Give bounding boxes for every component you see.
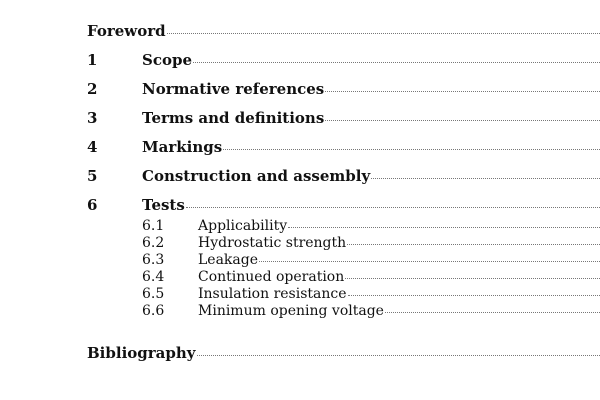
- dot-leader: [347, 244, 600, 245]
- dot-leader: [167, 33, 600, 34]
- toc-entry-title: Scope: [142, 51, 193, 69]
- toc-entry-number: 3: [87, 109, 98, 127]
- toc-subentry-leakage[interactable]: [87, 252, 600, 268]
- toc-subentry-number: 6.5: [142, 286, 165, 302]
- toc-entry-number: 6: [87, 196, 98, 214]
- toc-entry-tests[interactable]: [87, 196, 600, 214]
- dot-leader: [345, 278, 600, 279]
- toc-entry-title: Markings: [142, 138, 223, 156]
- toc-subentry-title: Hydrostatic strength: [198, 235, 347, 251]
- dot-leader: [325, 91, 600, 92]
- toc-entry-bibliography[interactable]: [87, 344, 600, 362]
- toc-subentry-number: 6.3: [142, 252, 165, 268]
- toc-subentry-number: 6.4: [142, 269, 165, 285]
- dot-leader: [223, 149, 600, 150]
- toc-entry-markings[interactable]: [87, 138, 600, 156]
- toc-entry-title: Construction and assembly: [142, 167, 371, 185]
- dot-leader: [186, 207, 600, 208]
- toc-subentry-minimum-opening-voltage[interactable]: [87, 303, 600, 319]
- dot-leader: [385, 312, 600, 313]
- dot-leader: [348, 295, 600, 296]
- toc-subentry-applicability[interactable]: [87, 218, 600, 234]
- toc-entry-construction-and-assembly[interactable]: [87, 167, 600, 185]
- toc-subentry-continued-operation[interactable]: [87, 269, 600, 285]
- table-of-contents: [87, 0, 600, 400]
- toc-subentry-title: Leakage: [198, 252, 259, 268]
- toc-subentry-title: Applicability: [198, 218, 288, 234]
- toc-subentry-hydrostatic-strength[interactable]: [87, 235, 600, 251]
- toc-entry-scope[interactable]: [87, 51, 600, 69]
- toc-entry-title: Terms and definitions: [142, 109, 325, 127]
- toc-entry-foreword[interactable]: [87, 22, 600, 40]
- toc-subentry-title: Insulation resistance: [198, 286, 347, 302]
- dot-leader: [371, 178, 600, 179]
- toc-entry-title: Bibliography: [87, 344, 196, 362]
- toc-entry-terms-and-definitions[interactable]: [87, 109, 600, 127]
- toc-subentry-title: Continued operation: [198, 269, 345, 285]
- toc-entry-number: 5: [87, 167, 98, 185]
- toc-subentry-number: 6.2: [142, 235, 165, 251]
- toc-entry-title: Foreword: [87, 22, 166, 40]
- dot-leader: [325, 120, 600, 121]
- toc-entry-number: 1: [87, 51, 98, 69]
- toc-entry-normative-references[interactable]: [87, 80, 600, 98]
- toc-subentry-title: Minimum opening voltage: [198, 303, 384, 319]
- toc-subentry-number: 6.6: [142, 303, 165, 319]
- toc-entry-title: Normative references: [142, 80, 325, 98]
- toc-entry-number: 2: [87, 80, 98, 98]
- toc-subentry-number: 6.1: [142, 218, 165, 234]
- toc-entry-title: Tests: [142, 196, 185, 214]
- dot-leader: [197, 355, 600, 356]
- dot-leader: [259, 261, 600, 262]
- toc-entry-number: 4: [87, 138, 98, 156]
- dot-leader: [288, 227, 600, 228]
- toc-subentry-insulation-resistance[interactable]: [87, 286, 600, 302]
- dot-leader: [193, 62, 600, 63]
